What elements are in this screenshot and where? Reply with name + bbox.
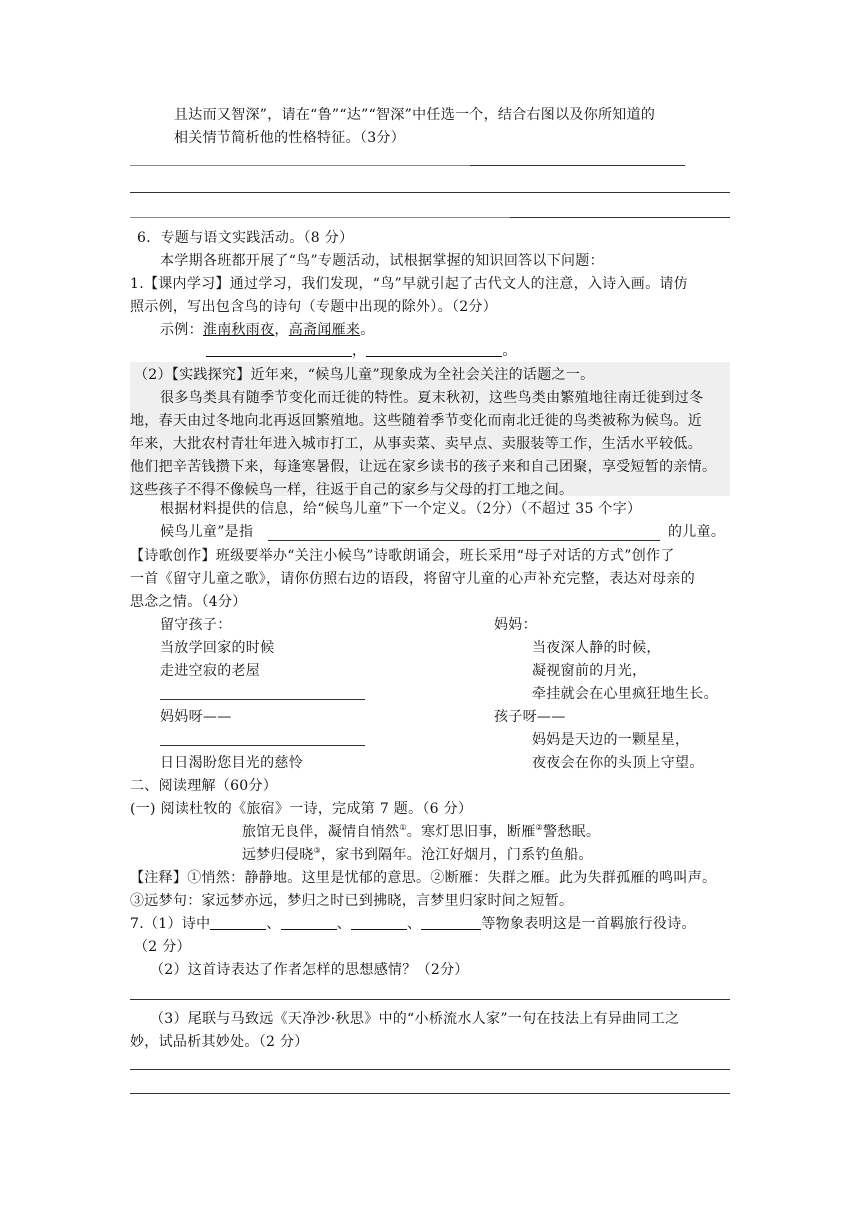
example-verse2: 高斋闻雁来: [288, 322, 361, 338]
q7-part3-line2: 妙，试品析其妙处。（2 分）: [130, 1034, 309, 1050]
poem-left-line1: 当放学回家的时候: [160, 640, 275, 656]
q5-text-line1: 且达而又智深”，请在“鲁”“达”“智深”中任选一个，结合右图以及你所知道的: [174, 107, 656, 123]
define-prompt: 根据材料提供的信息，给“候鸟儿童”下一个定义。（2分）（不超过 35 个字）: [160, 501, 642, 517]
imagery-blank-1[interactable]: [210, 915, 266, 930]
footnote-mark: ③: [313, 846, 321, 855]
poem-right-line1: 当夜深人静的时候，: [532, 640, 661, 656]
answer-line[interactable]: [130, 217, 510, 218]
section2-sub1: (一) 阅读杜牧的《旅宿》一诗，完成第 7 题。（6 分）: [130, 801, 473, 817]
q5-text-line2: 相关情节简析他的性格特征。（3分）: [174, 130, 406, 146]
q6-part3-line2: 一首《留守儿童之歌》，请你仿照右边的语段，将留守儿童的心声补充完整，表达对母亲的: [130, 571, 695, 587]
q6-intro: 本学期各班都开展了“鸟”专题活动，试根据掌握的知识回答以下问题：: [160, 253, 604, 269]
q6-part2-head: （2）【实践探究】近年来，“候鸟儿童”现象成为全社会关注的话题之一。: [134, 367, 595, 383]
q6-example: 示例：淮南秋雨夜，高斋闻雁来。: [160, 322, 375, 338]
q7-part1: 7.（1）诗中 、 、 、 等物象表明这是一首羁旅行役诗。: [130, 916, 696, 932]
poem-lvsu-line1: 旅馆无良伴，凝情自悄然①。寒灯思旧事，断雁②警愁眠。: [242, 823, 601, 840]
answer-line[interactable]: [510, 217, 730, 218]
q7-part3-line1: （3）尾联与马致远《天净沙·秋思》中的“小桥流水人家”一句在技法上有异曲同工之: [150, 1011, 680, 1027]
poem-left-line4: 日日渴盼您目光的慈怜: [160, 755, 303, 771]
material-line5: 这些孩子不得不像候鸟一样，往返于自己的家乡与父母的打工地之间。: [130, 482, 574, 498]
define-prefix: 候鸟儿童”是指: [160, 524, 254, 540]
define-suffix: 的儿童。: [668, 524, 726, 540]
q6-title: 6．专题与语文实践活动。（8 分）: [137, 230, 354, 246]
answer-line[interactable]: [130, 1069, 730, 1070]
verse-blank-2[interactable]: [366, 342, 502, 357]
answer-line[interactable]: [470, 165, 685, 166]
poem-right-line2: 凝视窗前的月光，: [532, 663, 647, 679]
poem-right-line3: 牵挂就会在心里疯狂地生长。: [532, 686, 718, 702]
poem-left-line2: 走进空寂的老屋: [160, 663, 261, 679]
material-line4: 他们把辛苦钱攒下来，每逢寒暑假，让远在家乡读书的孩子来和自己团聚，享受短暂的亲情。: [130, 459, 717, 475]
answer-line[interactable]: [130, 999, 730, 1000]
poem-left-line3: 妈妈呀——: [160, 709, 232, 725]
imagery-blank-2[interactable]: [281, 915, 337, 930]
material-line2: 地，春天由过冬地向北再返回繁殖地。这些随着季节变化而南北迁徙的鸟类被称为候鸟。近: [130, 413, 702, 429]
poem-blank-2[interactable]: [160, 745, 365, 746]
poem-blank-1[interactable]: [160, 699, 365, 700]
footnote-mark: ①: [399, 823, 407, 832]
poem-left-head: 留守孩子：: [160, 617, 232, 633]
poem-right-line4: 孩子呀——: [494, 709, 566, 725]
q7-part1-score: （2 分）: [134, 939, 191, 955]
example-label: 示例：: [160, 322, 203, 338]
definition-blank[interactable]: [268, 540, 660, 541]
imagery-blank-3[interactable]: [351, 915, 407, 930]
material-line3: 年来，大批农村青壮年进入城市打工，从事卖菜、卖早点、卖服装等工作，生活水平较低。: [130, 436, 702, 452]
note-line1: 【注释】①悄然：静静地。这里是忧郁的意思。②断雁：失群之雁。此为失群孤雁的鸣叫声。: [130, 870, 717, 886]
poem-right-head: 妈妈：: [494, 617, 537, 633]
q6-part1-answer: ， 。: [206, 341, 517, 361]
poem-right-line6: 夜夜会在你的头顶上守望。: [532, 755, 704, 771]
poem-right-line5: 妈妈是天边的一颗星星，: [532, 732, 690, 748]
section2-title: 二、阅读理解（60分）: [130, 778, 278, 794]
answer-line[interactable]: [130, 1093, 730, 1094]
q6-part1-line2: 照示例，写出包含鸟的诗句（专题中出现的除外）。（2分）: [130, 299, 498, 315]
example-verse1: 淮南秋雨夜: [202, 322, 275, 338]
q6-part3-line1: 【诗歌创作】班级要举办“关注小候鸟”诗歌朗诵会，班长采用“母子对话的方式”创作了: [130, 548, 675, 564]
q6-part3-line3: 思念之情。（4分）: [130, 594, 247, 610]
q7-part2: （2）这首诗表达了作者怎样的思想感情？（2分）: [150, 962, 469, 978]
answer-line[interactable]: [130, 165, 470, 166]
material-line1: 很多鸟类具有随季节变化而迁徙的特性。夏末秋初，这些鸟类由繁殖地往南迁徙到过冬: [160, 390, 704, 406]
verse-blank-1[interactable]: [206, 342, 352, 357]
imagery-blank-4[interactable]: [421, 915, 481, 930]
footnote-mark: ②: [535, 823, 543, 832]
poem-lvsu-line2: 远梦归侵晓③，家书到隔年。沧江好烟月，门系钓鱼船。: [242, 846, 593, 863]
q6-part1-line1: 1.【课内学习】通过学习，我们发现，“鸟”早就引起了古代文人的注意，入诗入画。请仿: [130, 276, 688, 292]
answer-line[interactable]: [130, 192, 730, 193]
note-line2: ③远梦句：家远梦亦远，梦归之时已到拂晓，言梦里归家时间之短暂。: [130, 893, 574, 909]
